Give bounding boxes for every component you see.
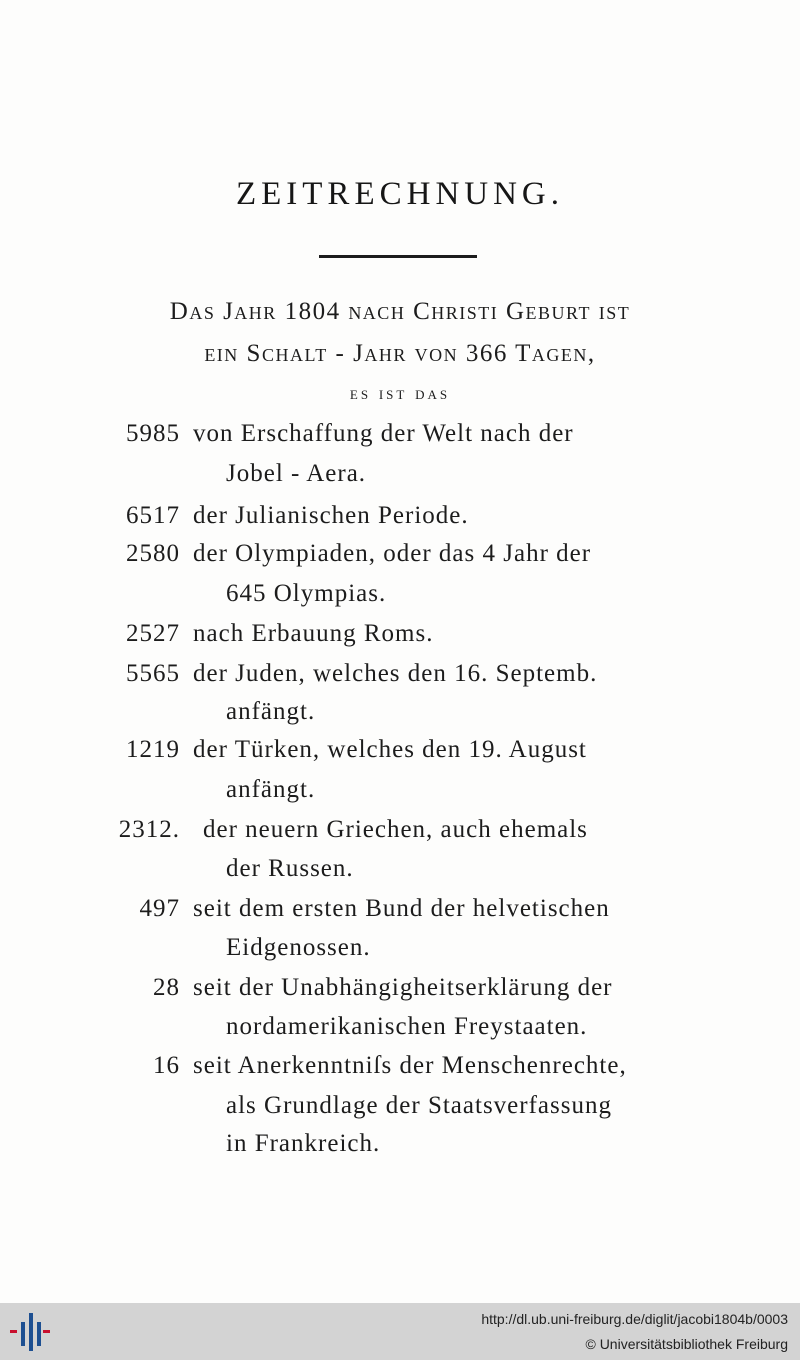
era-text-continued: der Russen. [226,855,354,882]
era-number: 2527 [126,620,180,647]
era-text-continued: als Grundlage der Staatsverfassung [226,1092,612,1119]
era-text-continued: 645 Olympias. [226,580,387,607]
era-text: seit der Unabhängigheitserklärung der [193,974,613,1001]
era-text: seit Anerkenntniſs der Menschenrechte, [193,1052,627,1079]
era-text: der neuern Griechen, auch ehemals [203,816,588,843]
intro-line-3: es ist das [349,383,451,404]
era-text-continued: Jobel - Aera. [226,460,367,487]
era-text-continued: anfängt. [226,698,316,725]
library-logo-icon [10,1313,50,1351]
era-number: 16 [153,1052,180,1079]
era-text: der Olympiaden, oder das 4 Jahr der [193,540,592,567]
era-text: nach Erbauung Roms. [193,620,434,647]
document-url-link[interactable]: http://dl.ub.uni-freiburg.de/diglit/jacobi1804b/0003 [481,1311,788,1327]
page-title: ZEITRECHNUNG. [235,176,565,212]
title-divider [319,255,477,258]
era-number: 5565 [126,660,180,687]
era-number: 5985 [126,420,180,447]
copyright-text: © Universitätsbibliothek Freiburg [585,1336,788,1352]
era-text: von Erschaffung der Welt nach der [193,420,574,447]
era-text: seit dem ersten Bund der helvetischen [193,895,610,922]
era-text-continued: nordamerikanischen Freystaaten. [226,1013,588,1040]
footer-bar [0,1303,800,1360]
era-text-continued: Eidgenossen. [226,934,371,961]
era-number: 497 [139,895,180,922]
era-number: 1219 [126,736,180,763]
era-text-continued: in Frankreich. [226,1130,381,1157]
intro-line-1: Das Jahr 1804 nach Christi Geburt ist [169,298,631,325]
era-number: 2312. [118,816,180,843]
era-text-continued: anfängt. [226,776,316,803]
era-text: der Türken, welches den 19. August [193,736,587,763]
intro-line-2: ein Schalt - Jahr von 366 Tagen, [204,340,596,367]
era-number: 6517 [126,502,180,529]
era-text: der Juden, welches den 16. Septemb. [193,660,598,687]
era-number: 2580 [126,540,180,567]
era-number: 28 [153,974,180,1001]
era-text: der Julianischen Periode. [193,502,469,529]
